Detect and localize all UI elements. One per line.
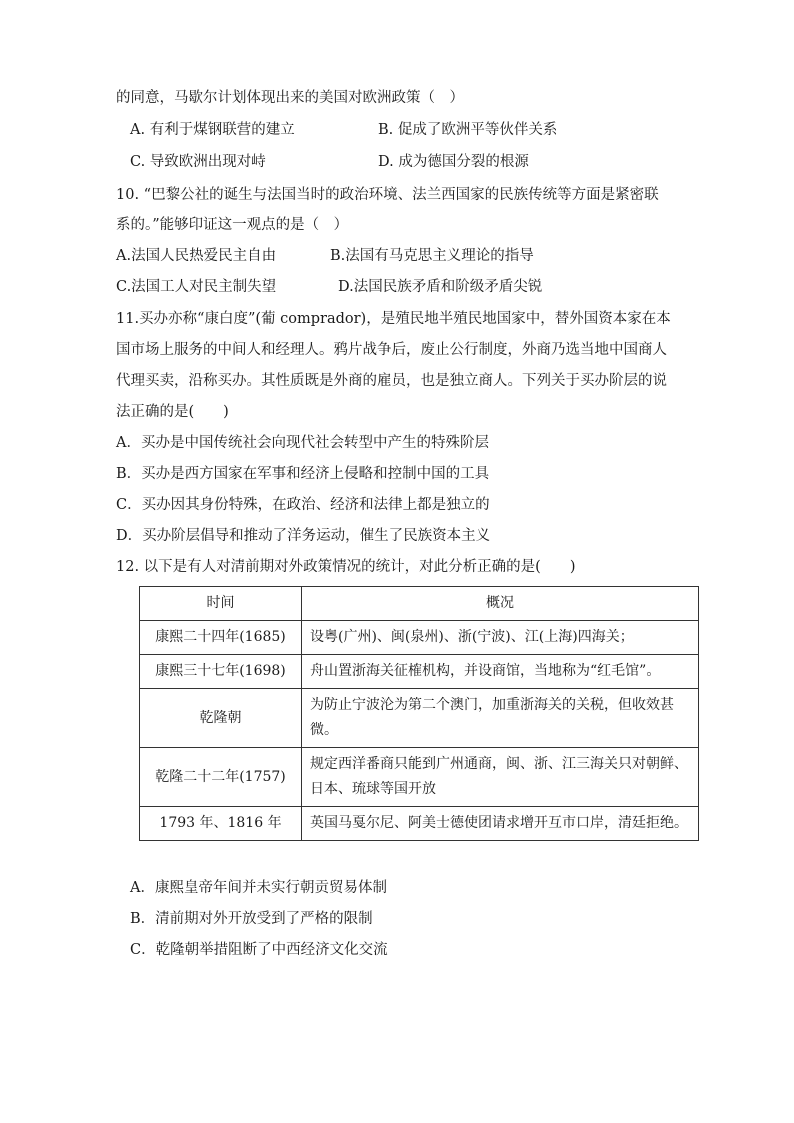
q11-option-c: C．买办因其身份特殊，在政治、经济和法律上都是独立的 xyxy=(116,497,490,513)
q11-option-a: A．买办是中国传统社会向现代社会转型中产生的特殊阶层 xyxy=(116,435,489,451)
q10-option-a: A.法国人民热爱民主自由 xyxy=(116,248,277,264)
table-cell-summary: 英国马戛尔尼、阿美士德使团请求增开互市口岸，清廷拒绝。 xyxy=(302,807,699,841)
table-row xyxy=(140,748,699,807)
table-header-summary: 概况 xyxy=(302,587,699,621)
table-header-time: 时间 xyxy=(140,587,302,621)
table-row xyxy=(140,621,699,655)
table-cell-summary: 规定西洋番商只能到广州通商，闽、浙、江三海关只对朝鲜、日本、琉球等国开放 xyxy=(302,748,699,807)
q9-option-c: C. 导致欧洲出现对峙 xyxy=(130,154,266,170)
q9-option-a: A. 有利于煤钢联营的建立 xyxy=(130,122,295,138)
table-cell-time: 1793 年、1816 年 xyxy=(140,807,302,841)
q10-stem-line2: 系的。”能够印证这一观点的是（ ） xyxy=(116,217,349,233)
table-header-row xyxy=(140,587,699,621)
table-cell-summary: 舟山置浙海关征榷机构，并设商馆，当地称为“红毛馆”。 xyxy=(302,655,699,689)
q11-option-d: D．买办阶层倡导和推动了洋务运动，催生了民族资本主义 xyxy=(116,528,491,544)
table-cell-summary: 设粤(广州)、闽(泉州)、浙(宁波)、江(上海)四海关； xyxy=(302,621,699,655)
q12-option-c: C．乾隆朝举措阻断了中西经济文化交流 xyxy=(130,942,388,958)
q10-option-c: C.法国工人对民主制失望 xyxy=(116,279,277,295)
q9-option-d: D. 成为德国分裂的根源 xyxy=(378,154,529,170)
q9-option-b: B. 促成了欧洲平等伙伴关系 xyxy=(378,122,558,138)
policy-table xyxy=(139,586,699,841)
q11-stem-line1: 11.买办亦称“康白度”(葡 comprador)，是殖民地半殖民地国家中，替外国资本家在本 xyxy=(116,311,671,327)
q10-option-b: B.法国有马克思主义理论的指导 xyxy=(330,248,534,264)
table-cell-time: 乾隆朝 xyxy=(140,689,302,748)
q11-stem-line4: 法正确的是( ) xyxy=(116,404,229,420)
table-cell-time: 乾隆二十二年(1757) xyxy=(140,748,302,807)
table-cell-time: 康熙三十七年(1698) xyxy=(140,655,302,689)
table-row xyxy=(140,807,699,841)
q11-stem-line2: 国市场上服务的中间人和经理人。鸦片战争后，废止公行制度，外商乃选当地中国商人 xyxy=(116,342,667,358)
q12-option-b: B．清前期对外开放受到了严格的限制 xyxy=(130,911,373,927)
q11-option-b: B．买办是西方国家在军事和经济上侵略和控制中国的工具 xyxy=(116,466,490,482)
q9-stem-tail: 的同意，马歇尔计划体现出来的美国对欧洲政策（ ） xyxy=(116,90,464,106)
q10-stem-line1: 10. “巴黎公社的诞生与法国当时的政治环境、法兰西国家的民族传统等方面是紧密联 xyxy=(116,187,659,203)
q10-option-d: D.法国民族矛盾和阶级矛盾尖锐 xyxy=(338,279,543,295)
table-cell-summary: 为防止宁波沦为第二个澳门，加重浙海关的关税，但收效甚微。 xyxy=(302,689,699,748)
q11-stem-line3: 代理买卖，沿称买办。其性质既是外商的雇员，也是独立商人。下列关于买办阶层的说 xyxy=(116,373,667,389)
table-row xyxy=(140,689,699,748)
table-cell-time: 康熙二十四年(1685) xyxy=(140,621,302,655)
q12-option-a: A．康熙皇帝年间并未实行朝贡贸易体制 xyxy=(130,880,387,896)
table-row xyxy=(140,655,699,689)
q12-stem: 12. 以下是有人对清前期对外政策情况的统计，对此分析正确的是( ) xyxy=(116,559,576,575)
